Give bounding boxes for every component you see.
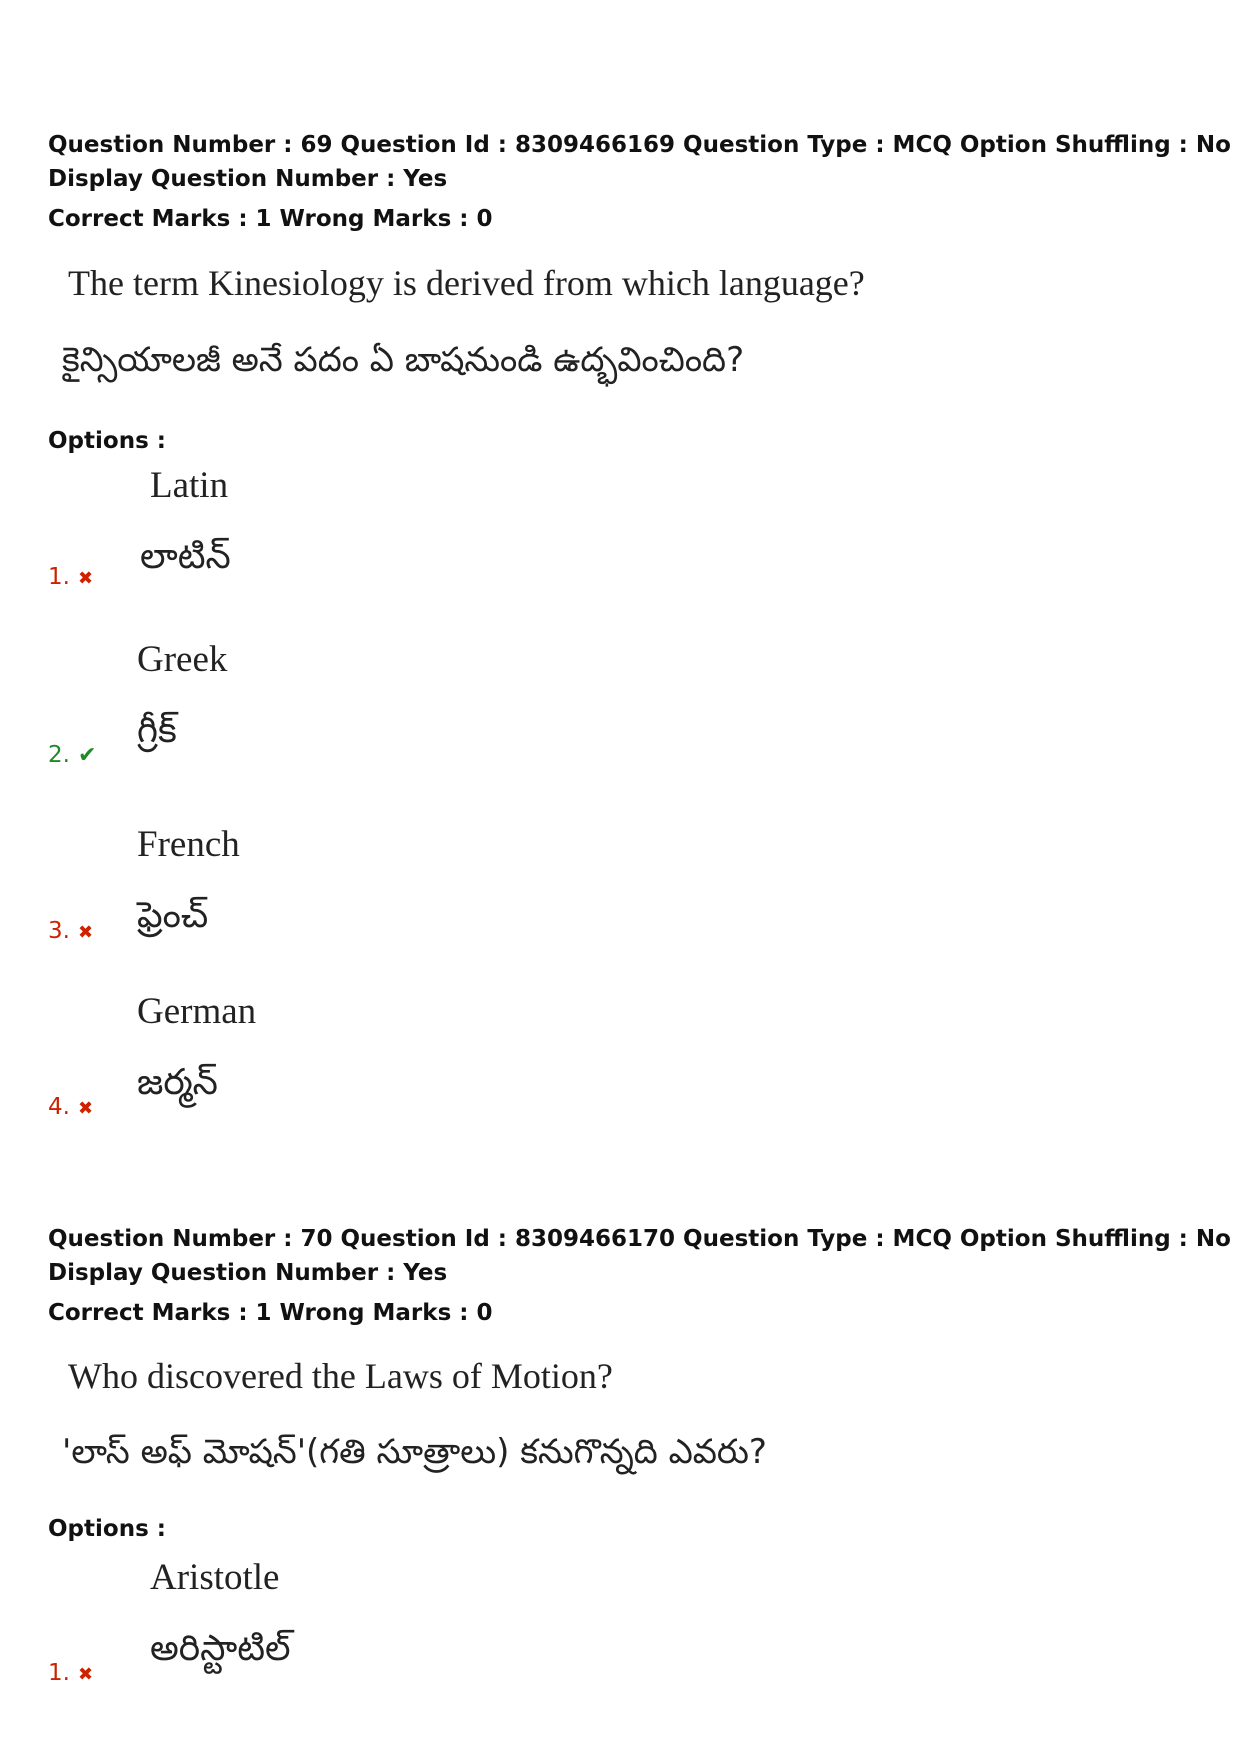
option-number-label: 4. — [48, 1094, 70, 1120]
marks-line: Correct Marks : 1 Wrong Marks : 0 — [48, 1300, 493, 1326]
option-number-label: 1. — [48, 1660, 70, 1686]
option-number — [48, 918, 93, 944]
option-number-label: 3. — [48, 918, 70, 944]
option-number — [48, 1660, 93, 1686]
display-question-number: Display Question Number : Yes — [48, 166, 448, 192]
cross-icon: ✖ — [77, 1098, 94, 1119]
options-label: Options : — [48, 1516, 166, 1542]
question-meta-line: Question Number : 69 Question Id : 8309466169 Question Type : MCQ Option Shuffling : No — [48, 132, 1231, 158]
question-text-english: Who discovered the Laws of Motion? — [68, 1356, 613, 1396]
option-text-telugu: జర్మన్ — [137, 1062, 218, 1103]
cross-icon: ✖ — [77, 568, 94, 589]
display-question-number: Display Question Number : Yes — [48, 1260, 448, 1286]
cross-icon: ✖ — [77, 922, 94, 943]
option-number-label: 2. — [48, 742, 70, 768]
option-text-english: German — [137, 991, 257, 1032]
cross-icon: ✖ — [77, 1664, 94, 1685]
question-text-telugu: 'లాస్ అఫ్ మోషన్'(గతి సూత్రాలు) కనుగొన్నది ఎవరు? — [62, 1432, 767, 1472]
option-number — [48, 564, 93, 590]
option-text-english: French — [137, 824, 240, 865]
option-text-english: Latin — [150, 465, 229, 506]
options-label: Options : — [48, 428, 166, 454]
option-number-label: 1. — [48, 564, 70, 590]
question-meta-line: Question Number : 70 Question Id : 8309466170 Question Type : MCQ Option Shuffling : No — [48, 1226, 1231, 1252]
option-text-telugu: లాటిన్ — [140, 536, 231, 577]
question-text-english: The term Kinesiology is derived from which language? — [68, 263, 865, 303]
option-number — [48, 742, 96, 768]
question-text-telugu: కైన్సియాలజీ అనే పదం ఏ బాషనుండి ఉద్భవించింది? — [62, 340, 745, 380]
checkmark-icon: ✔ — [77, 743, 97, 768]
option-text-telugu: ఫ్రెంచ్ — [137, 895, 209, 936]
option-text-telugu: అరిస్టాటిల్ — [150, 1628, 291, 1669]
option-text-telugu: గ్రీక్ — [137, 710, 177, 751]
option-text-english: Greek — [137, 639, 228, 680]
option-text-english: Aristotle — [150, 1557, 280, 1598]
marks-line: Correct Marks : 1 Wrong Marks : 0 — [48, 206, 493, 232]
option-number — [48, 1094, 93, 1120]
